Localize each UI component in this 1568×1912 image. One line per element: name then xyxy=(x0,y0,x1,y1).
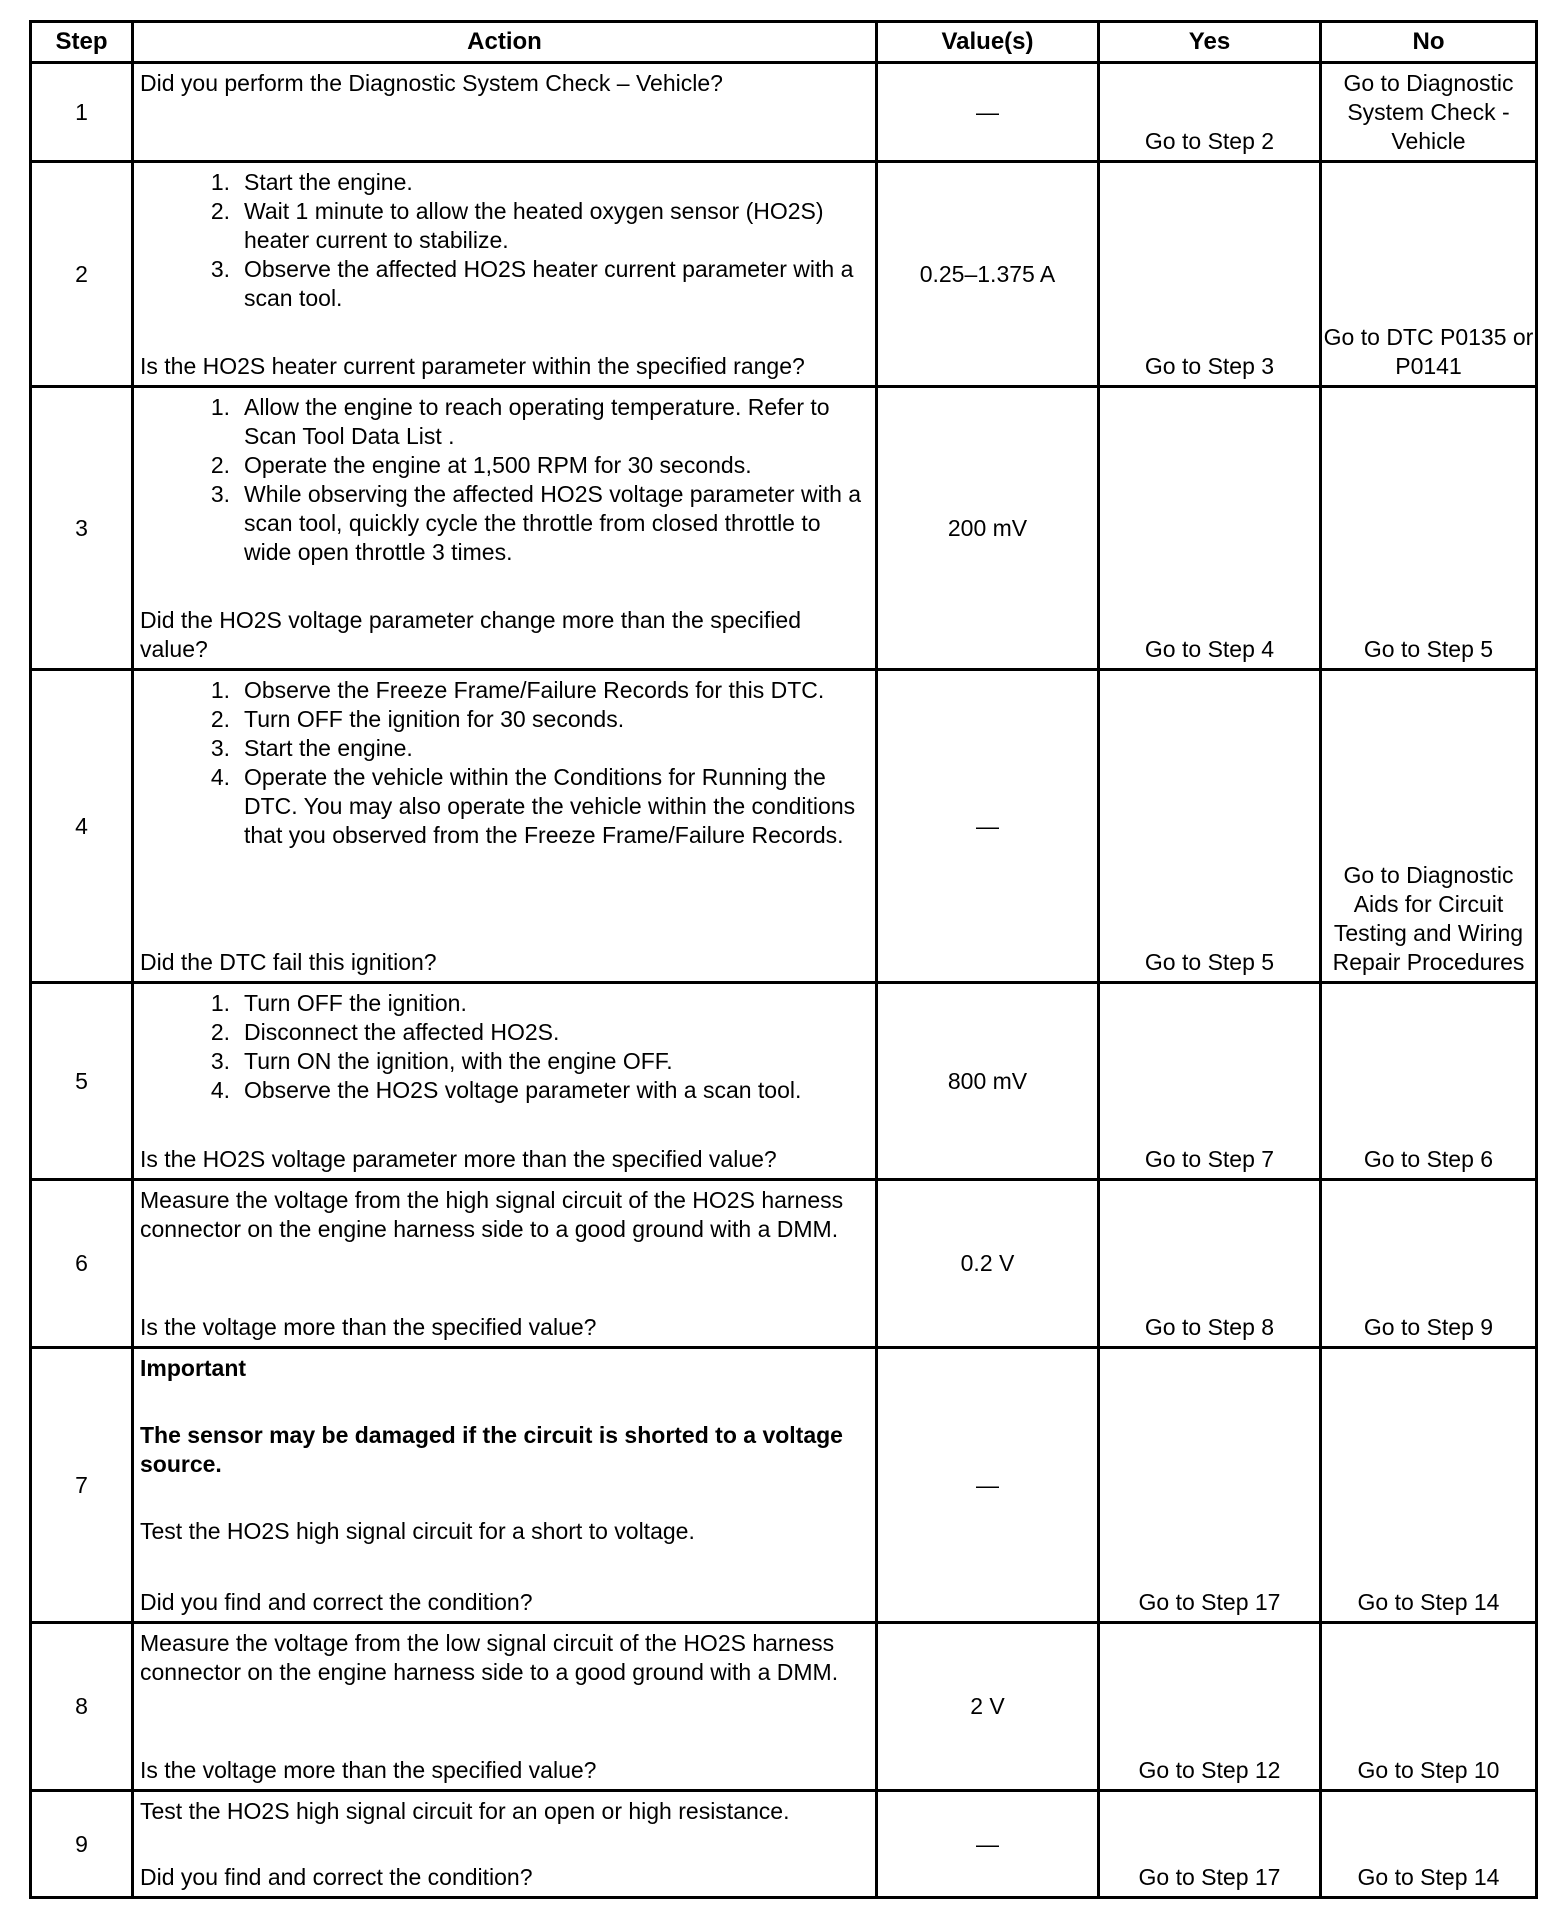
list-item: 4. Observe the HO2S voltage parameter with a scan tool. xyxy=(210,1077,802,1103)
action-cell xyxy=(134,1792,878,1896)
no-cell: Go to Step 14 xyxy=(1357,1589,1500,1615)
table-row xyxy=(32,64,1535,163)
action-question: Is the HO2S voltage parameter more than the specified value? xyxy=(140,1146,777,1172)
action-text: Test the HO2S high signal circuit for a short to voltage. xyxy=(140,1518,695,1544)
yes-cell: Go to Step 2 xyxy=(1100,64,1322,160)
yes-cell: Go to Step 4 xyxy=(1100,388,1322,668)
yes-cell: Go to Step 17 xyxy=(1100,1349,1322,1621)
action-text: Test the HO2S high signal circuit for an open or high resistance. xyxy=(140,1798,790,1824)
list-item: 3. Start the engine. xyxy=(210,735,413,761)
table-row xyxy=(32,163,1535,388)
header-no: No xyxy=(1412,28,1445,55)
no-cell: Go to Step 14 xyxy=(1357,1864,1500,1890)
action-cell xyxy=(134,64,878,160)
action-text: Measure the voltage from the low signal circuit of the HO2S harness connector on the engine harness side to a good ground with a DMM. xyxy=(140,1630,839,1685)
yes-cell: Go to Step 12 xyxy=(1100,1624,1322,1789)
no-cell: Go to Step 9 xyxy=(1363,1314,1494,1340)
header-action: Action xyxy=(134,23,878,61)
diagnostic-table xyxy=(29,20,1538,1899)
list-item: 4. Operate the vehicle within the Conditions for Running the DTC. You may also operate the vehicle within the conditions that you observed from the Freeze Frame/Failure Records. xyxy=(210,764,856,848)
action-cell xyxy=(134,1181,878,1346)
value-cell: — xyxy=(878,671,1100,981)
no-cell: Go to DTC P0135 or P0141 xyxy=(1323,324,1534,379)
action-steps xyxy=(140,989,867,1105)
yes-cell: Go to Step 17 xyxy=(1100,1792,1322,1896)
no-cell: Go to Diagnostic Aids for Circuit Testing and Wiring Repair Procedures xyxy=(1332,862,1525,975)
action-question: Did you find and correct the condition? xyxy=(140,1864,533,1890)
header-yes: Yes xyxy=(1100,23,1322,61)
action-cell xyxy=(134,671,878,981)
table-row xyxy=(32,1624,1535,1792)
step-number: 8 xyxy=(32,1624,134,1789)
yes-cell: Go to Step 7 xyxy=(1100,984,1322,1178)
warning-text: The sensor may be damaged if the circuit is shorted to a voltage source. xyxy=(140,1422,843,1477)
list-item: 2. Wait 1 minute to allow the heated oxygen sensor (HO2S) heater current to stabilize. xyxy=(210,198,824,253)
action-question: Is the HO2S heater current parameter within the specified range? xyxy=(140,353,805,379)
value-cell: 200 mV xyxy=(878,388,1100,668)
action-steps xyxy=(140,168,867,313)
list-item: 3. While observing the affected HO2S voltage parameter with a scan tool, quickly cycle the throttle from closed throttle to wide open throttle 3 times. xyxy=(210,481,862,565)
no-cell: Go to Step 6 xyxy=(1363,1146,1494,1172)
action-question: Did you find and correct the condition? xyxy=(140,1589,533,1615)
value-cell: 0.25–1.375 A xyxy=(878,163,1100,385)
action-cell xyxy=(134,1624,878,1789)
step-number: 1 xyxy=(32,64,134,160)
list-item: 3. Turn ON the ignition, with the engine OFF. xyxy=(210,1048,673,1074)
step-number: 7 xyxy=(32,1349,134,1621)
value-cell: 0.2 V xyxy=(878,1181,1100,1346)
action-cell xyxy=(134,1349,878,1621)
value-cell: — xyxy=(878,64,1100,160)
no-cell: Go to Step 10 xyxy=(1357,1757,1500,1783)
table-row xyxy=(32,1349,1535,1624)
step-number: 5 xyxy=(32,984,134,1178)
table-row xyxy=(32,671,1535,984)
action-cell xyxy=(134,388,878,668)
step-number: 9 xyxy=(32,1792,134,1896)
header-step: Step xyxy=(32,23,134,61)
list-item: 2. Operate the engine at 1,500 RPM for 30 seconds. xyxy=(210,452,752,478)
yes-cell: Go to Step 3 xyxy=(1100,163,1322,385)
value-cell: — xyxy=(878,1792,1100,1896)
step-number: 6 xyxy=(32,1181,134,1346)
action-text: Did you perform the Diagnostic System Check – Vehicle? xyxy=(140,70,723,96)
action-question: Is the voltage more than the specified value? xyxy=(140,1314,597,1340)
header-values: Value(s) xyxy=(878,23,1100,61)
step-number: 4 xyxy=(32,671,134,981)
action-question: Did the HO2S voltage parameter change more than the specified value? xyxy=(140,607,801,662)
action-question: Did the DTC fail this ignition? xyxy=(140,949,437,975)
step-number: 2 xyxy=(32,163,134,385)
table-row xyxy=(32,388,1535,671)
list-item: 1. Start the engine. xyxy=(210,169,413,195)
list-item: 2. Turn OFF the ignition for 30 seconds. xyxy=(210,706,625,732)
yes-cell: Go to Step 5 xyxy=(1100,671,1322,981)
value-cell: 800 mV xyxy=(878,984,1100,1178)
action-text: Measure the voltage from the high signal circuit of the HO2S harness connector on the engine harness side to a good ground with a DMM. xyxy=(140,1187,844,1242)
action-steps xyxy=(140,393,867,567)
list-item: 1. Observe the Freeze Frame/Failure Records for this DTC. xyxy=(210,677,825,703)
step-number: 3 xyxy=(32,388,134,668)
table-row xyxy=(32,984,1535,1181)
header-row xyxy=(32,23,1535,64)
list-item: 1. Turn OFF the ignition. xyxy=(210,990,467,1016)
value-cell: 2 V xyxy=(878,1624,1100,1789)
action-cell xyxy=(134,984,878,1178)
action-cell xyxy=(134,163,878,385)
no-cell: Go to Diagnostic System Check - Vehicle xyxy=(1343,70,1514,154)
action-question: Is the voltage more than the specified value? xyxy=(140,1757,597,1783)
value-cell: — xyxy=(878,1349,1100,1621)
yes-cell: Go to Step 8 xyxy=(1100,1181,1322,1346)
table-row xyxy=(32,1181,1535,1349)
no-cell: Go to Step 5 xyxy=(1363,636,1494,662)
list-item: 1. Allow the engine to reach operating temperature. Refer to Scan Tool Data List . xyxy=(210,394,830,449)
table-row xyxy=(32,1792,1535,1896)
important-heading: Important xyxy=(140,1355,247,1381)
list-item: 3. Observe the affected HO2S heater current parameter with a scan tool. xyxy=(210,256,854,311)
action-steps xyxy=(140,676,867,850)
list-item: 2. Disconnect the affected HO2S. xyxy=(210,1019,560,1045)
